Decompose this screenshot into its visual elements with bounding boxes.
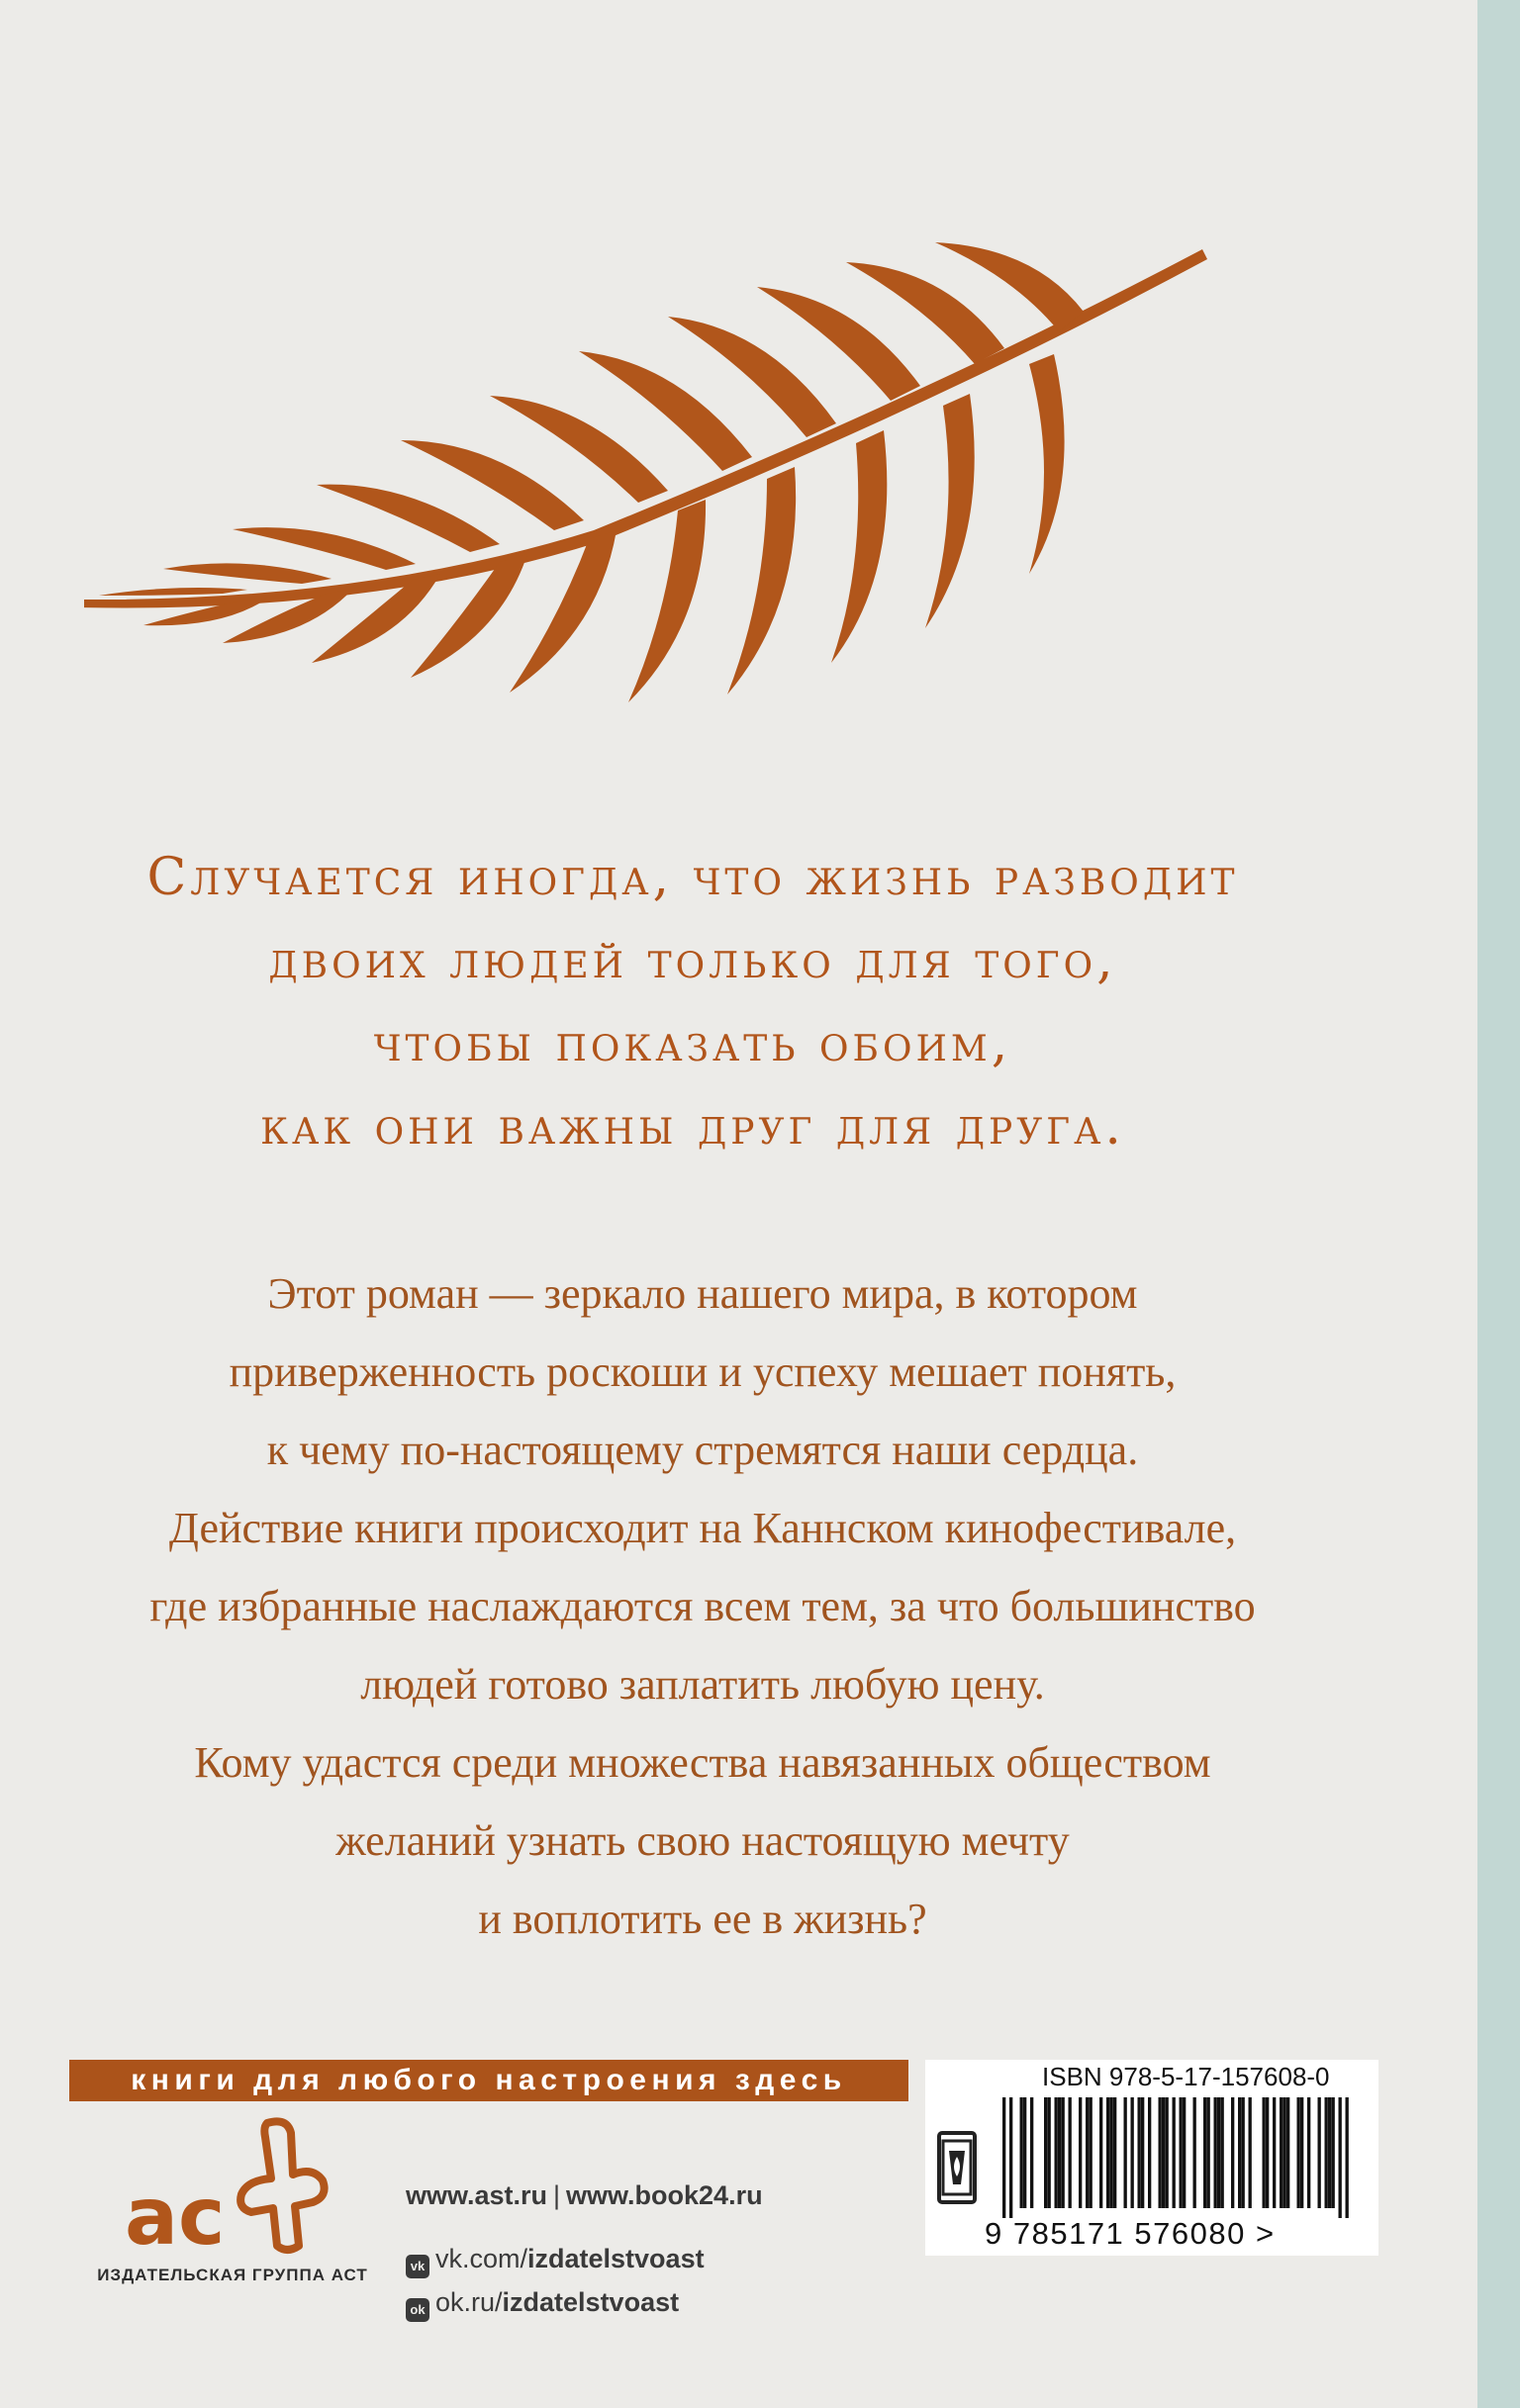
website-ast-link[interactable]: www.ast.ru xyxy=(406,2180,548,2210)
barcode-bar xyxy=(1203,2097,1206,2208)
barcode-bar xyxy=(1238,2097,1241,2208)
barcode-bar xyxy=(1280,2097,1282,2208)
barcode-bar xyxy=(1339,2097,1342,2218)
description-line: Этот роман — зеркало нашего мира, в котором xyxy=(267,1269,1138,1318)
barcode-bar xyxy=(1266,2097,1269,2208)
ok-icon: ok xyxy=(406,2298,429,2322)
barcode-bar xyxy=(1023,2097,1026,2208)
barcode-bar xyxy=(1173,2097,1176,2208)
barcode-bar xyxy=(1318,2097,1321,2208)
vk-link[interactable] xyxy=(406,2237,763,2280)
barcode-bar xyxy=(1214,2097,1217,2208)
barcode-bar xyxy=(1332,2097,1335,2208)
barcode-digits: 9 785171 576080 > xyxy=(985,2216,1276,2251)
barcode-bar xyxy=(1307,2097,1310,2208)
barcode-bar xyxy=(1110,2097,1113,2208)
barcode-bar xyxy=(1009,2097,1012,2218)
description-line: Кому удастся среди множества навязанных обществом xyxy=(194,1738,1211,1787)
promo-banner: книги для любого настроения здесь xyxy=(69,2060,908,2101)
tagline-line: двоих людей только для того, xyxy=(268,931,1117,990)
barcode-bar xyxy=(1055,2097,1058,2208)
vk-icon: vk xyxy=(406,2255,429,2278)
barcode-bar xyxy=(1048,2097,1051,2208)
logo-text: ac xyxy=(125,2171,226,2256)
description-line: желаний узнать свою настоящую мечту xyxy=(335,1816,1070,1865)
barcode-bar xyxy=(1062,2097,1065,2208)
vk-domain: vk.com/ xyxy=(435,2244,528,2273)
description-line: и воплотить ее в жизнь? xyxy=(478,1895,927,1943)
spine-strip xyxy=(1477,0,1520,2408)
tagline-line: Случается иногда, что жизнь разводит xyxy=(146,848,1239,907)
barcode-bar xyxy=(1030,2097,1033,2208)
barcode-bar xyxy=(1086,2097,1089,2208)
barcode-bar xyxy=(1090,2097,1092,2208)
barcode-bar xyxy=(1148,2097,1151,2208)
isbn-label: ISBN 978-5-17-157608-0 xyxy=(1042,2062,1330,2091)
website-links xyxy=(406,2174,763,2217)
barcode-bar xyxy=(1141,2097,1144,2208)
barcode-bar xyxy=(1297,2097,1300,2208)
barcode-bar xyxy=(1346,2097,1349,2218)
barcode-bar xyxy=(1020,2097,1023,2208)
barcode-bar xyxy=(1124,2097,1127,2208)
barcode-bar xyxy=(1166,2097,1169,2208)
barcode-bar xyxy=(1249,2097,1252,2208)
barcode-bar xyxy=(1300,2097,1303,2208)
barcode-bar xyxy=(1069,2097,1072,2208)
barcode-bar xyxy=(1079,2097,1082,2208)
publisher-links xyxy=(406,2174,763,2324)
tagline-line: как они важны друг для друга. xyxy=(260,1097,1125,1157)
barcode-bar xyxy=(1217,2097,1220,2208)
lantern-icon xyxy=(933,2129,981,2206)
book-description xyxy=(59,1254,1346,1958)
description-line: Действие книги происходит на Каннском кинофестивале, xyxy=(168,1504,1237,1552)
barcode-bar xyxy=(1325,2097,1328,2208)
barcode-bar xyxy=(1183,2097,1186,2208)
description-line: людей готово заплатить любую цену. xyxy=(360,1660,1045,1709)
barcode-bar xyxy=(1138,2097,1141,2208)
barcode-bar xyxy=(1193,2097,1196,2208)
tagline xyxy=(99,836,1286,1168)
publisher-name: ИЗДАТЕЛЬСКАЯ ГРУППА АСТ xyxy=(97,2266,368,2284)
barcode-bar xyxy=(1113,2097,1116,2208)
barcode-bar xyxy=(1044,2097,1047,2208)
ok-domain: ok.ru/ xyxy=(435,2287,503,2317)
barcode-bar xyxy=(1286,2097,1289,2208)
barcode-bar xyxy=(1131,2097,1134,2208)
description-line: где избранные наслаждаются всем тем, за что большинство xyxy=(149,1582,1256,1630)
description-line: приверженность роскоши и успеху мешает понять, xyxy=(229,1347,1177,1396)
link-separator: | xyxy=(553,2180,561,2210)
barcode-bar xyxy=(1242,2097,1245,2208)
barcode-bar xyxy=(1180,2097,1183,2208)
ast-logo-icon xyxy=(119,2117,346,2256)
ok-link[interactable] xyxy=(406,2280,763,2324)
barcode-bars xyxy=(1002,2097,1349,2218)
barcode-bar xyxy=(1263,2097,1266,2208)
palm-leaf-icon xyxy=(84,237,1232,722)
barcode-bar xyxy=(1058,2097,1061,2208)
vk-handle: izdatelstvoast xyxy=(527,2244,705,2273)
barcode-bar xyxy=(1283,2097,1286,2208)
barcode-bar xyxy=(1231,2097,1234,2208)
barcode-panel xyxy=(925,2060,1378,2256)
barcode-bar xyxy=(1099,2097,1102,2208)
barcode-bar xyxy=(1273,2097,1276,2208)
website-book24-link[interactable]: www.book24.ru xyxy=(566,2180,763,2210)
tagline-line: чтобы показать обоим, xyxy=(373,1014,1012,1073)
barcode-bar xyxy=(1162,2097,1165,2208)
ok-handle: izdatelstvoast xyxy=(502,2287,680,2317)
barcode-bar xyxy=(1002,2097,1005,2218)
barcode-bar xyxy=(1106,2097,1109,2208)
barcode-bar xyxy=(1207,2097,1210,2208)
barcode-bar xyxy=(1221,2097,1224,2208)
description-line: к чему по-настоящему стремятся наши сердца. xyxy=(266,1426,1139,1474)
barcode-bar xyxy=(1159,2097,1162,2208)
barcode-bar xyxy=(1328,2097,1331,2208)
